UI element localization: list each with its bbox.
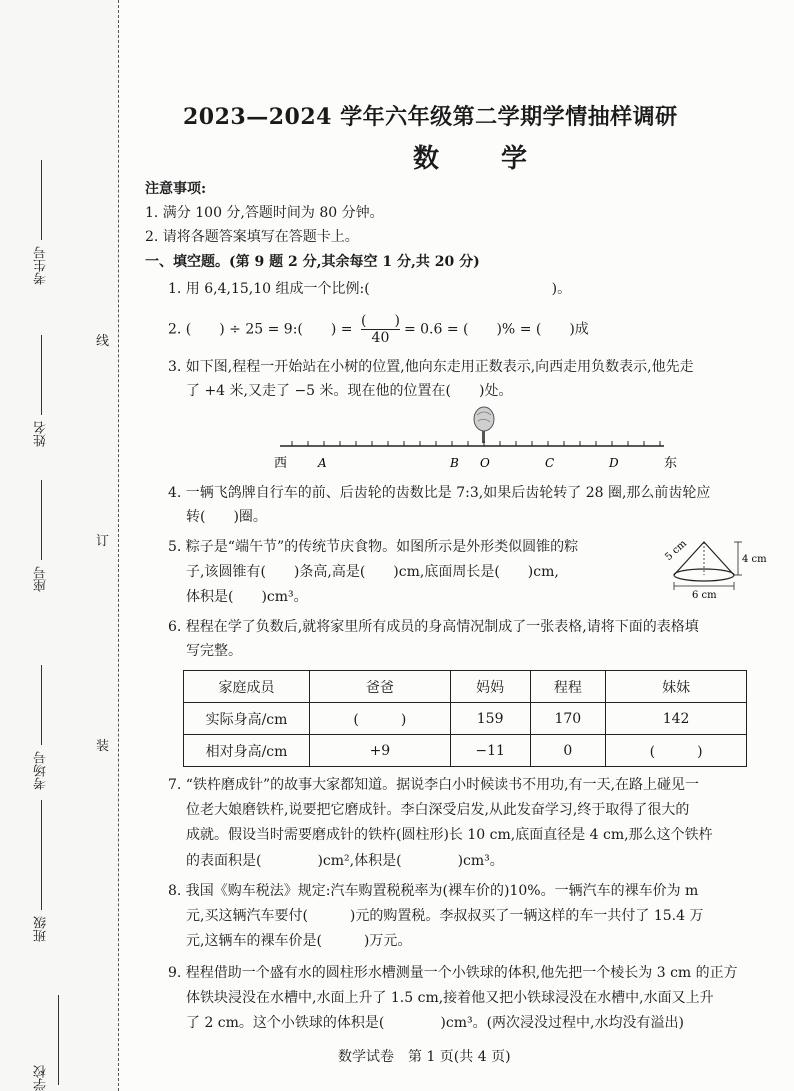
field-name: 姓名 bbox=[32, 335, 51, 447]
question-9-line-2: 体铁块浸没在水槽中,水面上升了 1.5 cm,接着他又把小铁球浸没在水槽中,水面又上升 bbox=[186, 990, 714, 1006]
table-row bbox=[184, 703, 747, 735]
binding-mark-staple: 订 bbox=[96, 534, 110, 549]
note-item: 2. 请将各题答案填写在答题卡上。 bbox=[145, 229, 359, 245]
height-table bbox=[183, 670, 747, 767]
binding-mark-line: 线 bbox=[96, 334, 110, 349]
west-label: 西 bbox=[274, 456, 288, 471]
question-4-line-2: 转( )圈。 bbox=[186, 509, 267, 525]
notes-heading: 注意事项: bbox=[145, 181, 207, 197]
field-exam-number: 考生号 bbox=[32, 160, 51, 285]
field-exam-room: 考场号 bbox=[32, 665, 51, 790]
question-7-line-1: 7. “铁杵磨成针”的故事大家都知道。据说李白小时候读书不用功,有一天,在路上碰见一 bbox=[168, 777, 700, 793]
question-3-line-1: 3. 如下图,程程一开始站在小树的位置,他向东走用正数表示,向西走用负数表示,他先走 bbox=[168, 359, 694, 375]
table-header-cell: 家庭成员 bbox=[184, 671, 310, 703]
question-6-line-1: 6. 程程在学了负数后,就将家里所有成员的身高情况制成了一张表格,请将下面的表格填 bbox=[168, 619, 699, 635]
question-8-line-1: 8. 我国《购车税法》规定:汽车购置税税率为(裸车价的)10%。一辆汽车的裸车价为 m bbox=[168, 883, 699, 899]
table-header-cell: 程程 bbox=[530, 671, 606, 703]
binding-mark-bind: 装 bbox=[96, 739, 110, 754]
table-row bbox=[184, 735, 747, 767]
question-5-line-2: 子,该圆锥有( )条高,高是( )cm,底面周长是( )cm, bbox=[186, 564, 559, 580]
fraction-numerator: ( ) bbox=[361, 313, 400, 329]
table-header-cell: 妹妹 bbox=[606, 671, 747, 703]
table-cell: 0 bbox=[530, 735, 606, 767]
page-title: 2023—2024 学年六年级第二学期学情抽样调研 bbox=[183, 104, 678, 130]
table-cell: −11 bbox=[450, 735, 530, 767]
base-label: 6 cm bbox=[692, 590, 717, 600]
point-label: B bbox=[450, 456, 459, 470]
table-cell: ( ) bbox=[310, 703, 451, 735]
east-label: 东 bbox=[664, 456, 678, 471]
question-7-line-2: 位老大娘磨铁杵,说要把它磨成针。李白深受启发,从此发奋学习,终于取得了很大的 bbox=[186, 802, 690, 818]
point-label: D bbox=[609, 456, 619, 470]
question-1: 1. 用 6,4,15,10 组成一个比例:( )。 bbox=[168, 281, 572, 297]
question-6-line-2: 写完整。 bbox=[186, 643, 242, 659]
table-header-cell: 妈妈 bbox=[450, 671, 530, 703]
note-item: 1. 满分 100 分,答题时间为 80 分钟。 bbox=[145, 205, 384, 221]
table-cell: 相对身高/cm bbox=[184, 735, 310, 767]
field-class: 班级 bbox=[32, 800, 51, 942]
table-cell: ( ) bbox=[606, 735, 747, 767]
table-header-cell: 爸爸 bbox=[310, 671, 451, 703]
table-cell: 159 bbox=[450, 703, 530, 735]
page-footer: 数学试卷 第 1 页(共 4 页) bbox=[338, 1049, 511, 1065]
table-header-row bbox=[184, 671, 747, 703]
table-cell: +9 bbox=[310, 735, 451, 767]
question-8-line-3: 元,这辆车的裸车价是( )万元。 bbox=[186, 933, 412, 949]
question-2: 2. ( ) ÷ 25 = 9:( ) = ( ) 40 = 0.6 = ( )% = ( )成 bbox=[168, 313, 589, 346]
field-seat: 座号 bbox=[32, 480, 51, 592]
table-cell: 170 bbox=[530, 703, 606, 735]
question-4-line-1: 4. 一辆飞鸽牌自行车的前、后齿轮的齿数比是 7:3,如果后齿轮转了 28 圈,那么前齿轮应 bbox=[168, 485, 711, 501]
question-3-line-2: 了 +4 米,又走了 −5 米。现在他的位置在( )处。 bbox=[186, 383, 513, 399]
field-school: 学校 bbox=[32, 970, 66, 1091]
section-heading: 一、填空题。(第 9 题 2 分,其余每空 1 分,共 20 分) bbox=[145, 254, 480, 270]
binding-cut-line bbox=[118, 0, 119, 1091]
tree-icon bbox=[474, 407, 494, 443]
number-line bbox=[274, 405, 694, 475]
point-label: C bbox=[545, 456, 555, 470]
height-label: 4 cm bbox=[742, 554, 767, 565]
question-7-line-4: 的表面积是( )cm²,体积是( )cm³。 bbox=[186, 853, 504, 869]
table-cell: 实际身高/cm bbox=[184, 703, 310, 735]
slant-label: 5 cm bbox=[663, 538, 689, 563]
question-5-line-1: 5. 粽子是“端午节”的传统节庆食物。如图所示是外形类似圆锥的粽 bbox=[168, 539, 579, 555]
question-5-line-3: 体积是( )cm³。 bbox=[186, 589, 308, 605]
fraction-denominator: 40 bbox=[371, 330, 390, 346]
table-cell: 142 bbox=[606, 703, 747, 735]
question-8-line-2: 元,买这辆汽车要付( )元的购置税。李叔叔买了一辆这样的车一共付了 15.4 万 bbox=[186, 908, 704, 924]
point-label: A bbox=[318, 456, 327, 470]
question-9-line-1: 9. 程程借助一个盛有水的圆柱形水槽测量一个小铁球的体积,他先把一个棱长为 3 cm 的正方 bbox=[168, 965, 738, 981]
question-9-line-3: 了 2 cm。这个小铁球的体积是( )cm³。(两次浸没过程中,水均没有溢出) bbox=[186, 1015, 684, 1031]
cone-diagram bbox=[654, 528, 774, 600]
point-label: O bbox=[480, 456, 490, 470]
subject-title: 数 学 bbox=[413, 144, 546, 174]
question-7-line-3: 成就。假设当时需要磨成针的铁杵(圆柱形)长 10 cm,底面直径是 4 cm,那么这个铁杵 bbox=[186, 827, 713, 843]
